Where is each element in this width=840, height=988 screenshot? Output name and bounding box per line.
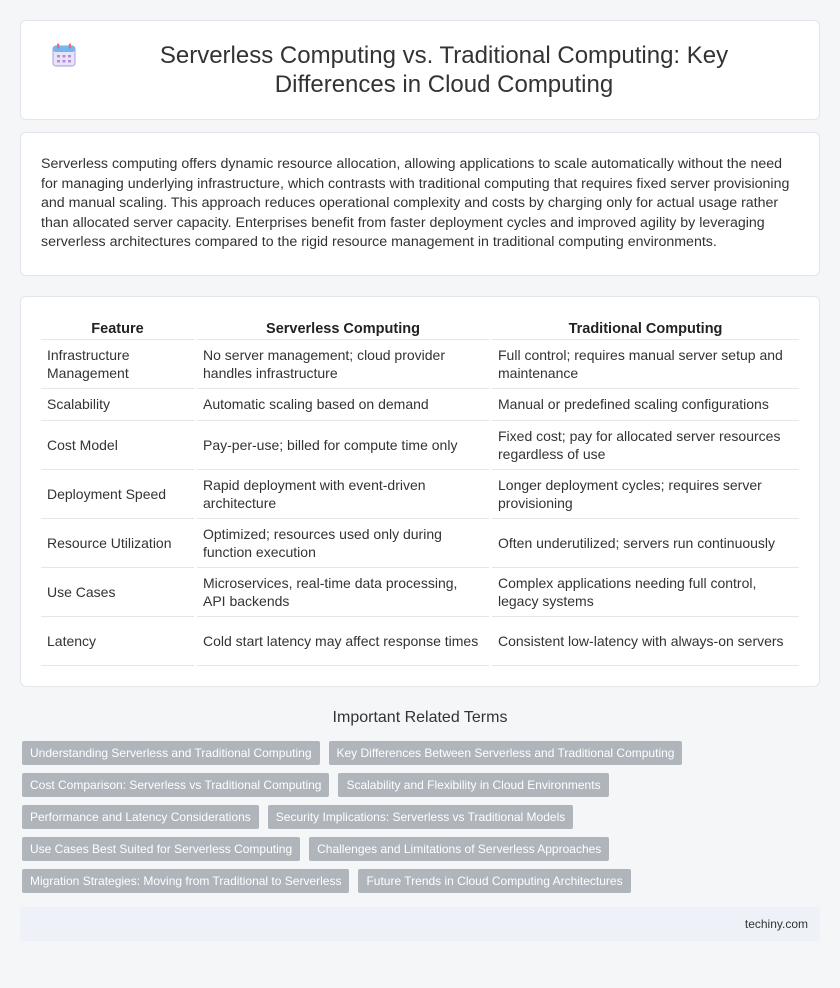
table-row	[41, 421, 799, 470]
page-title: Serverless Computing vs. Traditional Computing: Key Differences in Cloud Computing	[159, 42, 729, 98]
related-term-tag[interactable]: Migration Strategies: Moving from Traditional to Serverless	[22, 869, 349, 893]
comparison-table	[38, 317, 802, 666]
table-header-row	[41, 317, 799, 340]
traditional-cell: Full control; requires manual server setup and maintenance	[492, 340, 799, 389]
related-term-tag[interactable]: Future Trends in Cloud Computing Architectures	[358, 869, 630, 893]
feature-cell: Infrastructure Management	[41, 340, 194, 389]
column-header-feature: Feature	[41, 317, 194, 340]
related-term-tag[interactable]: Challenges and Limitations of Serverless Approaches	[309, 837, 609, 861]
related-terms-title: Important Related Terms	[332, 708, 508, 726]
traditional-cell: Longer deployment cycles; requires server provisioning	[492, 470, 799, 519]
serverless-cell: Automatic scaling based on demand	[197, 389, 489, 421]
related-terms-tags	[20, 741, 820, 893]
related-term-tag[interactable]: Performance and Latency Considerations	[22, 805, 259, 829]
column-header-serverless: Serverless Computing	[197, 317, 489, 340]
table-row	[41, 389, 799, 421]
serverless-cell: Microservices, real-time data processing, API backends	[197, 568, 489, 617]
serverless-cell: No server management; cloud provider handles infrastructure	[197, 340, 489, 389]
related-term-tag[interactable]: Scalability and Flexibility in Cloud Environments	[338, 773, 608, 797]
traditional-cell: Often underutilized; servers run continuously	[492, 519, 799, 568]
serverless-cell: Cold start latency may affect response times	[197, 617, 489, 666]
serverless-cell: Optimized; resources used only during function execution	[197, 519, 489, 568]
traditional-cell: Consistent low-latency with always-on servers	[492, 617, 799, 666]
feature-cell: Resource Utilization	[41, 519, 194, 568]
traditional-cell: Complex applications needing full control, legacy systems	[492, 568, 799, 617]
related-term-tag[interactable]: Security Implications: Serverless vs Traditional Models	[268, 805, 573, 829]
intro-paragraph: Serverless computing offers dynamic resource allocation, allowing applications to scale automatically without the need for managing underlying infrastructure, which contrasts with traditional computing that requires fixed server provisioning and manual scaling. This approach reduces operational complexity and costs by charging only for actual usage rather than allocated server capacity. Enterprises benefit from faster deployment cycles and improved agility by leveraging serverless architectures compared to the rigid resource management in traditional computing environments.	[41, 156, 790, 251]
header-card	[20, 20, 820, 120]
column-header-traditional: Traditional Computing	[492, 317, 799, 340]
table-row	[41, 340, 799, 389]
comparison-table-card	[20, 296, 820, 687]
calendar-icon	[51, 42, 77, 68]
related-term-tag[interactable]: Cost Comparison: Serverless vs Traditional Computing	[22, 773, 329, 797]
feature-cell: Cost Model	[41, 421, 194, 470]
serverless-cell: Pay-per-use; billed for compute time only	[197, 421, 489, 470]
feature-cell: Deployment Speed	[41, 470, 194, 519]
traditional-cell: Fixed cost; pay for allocated server resources regardless of use	[492, 421, 799, 470]
feature-cell: Scalability	[41, 389, 194, 421]
table-row	[41, 617, 799, 666]
related-term-tag[interactable]: Key Differences Between Serverless and Traditional Computing	[329, 741, 683, 765]
intro-card	[20, 132, 820, 276]
table-row	[41, 519, 799, 568]
related-term-tag[interactable]: Understanding Serverless and Traditional Computing	[22, 741, 320, 765]
related-term-tag[interactable]: Use Cases Best Suited for Serverless Computing	[22, 837, 300, 861]
feature-cell: Latency	[41, 617, 194, 666]
footer	[20, 907, 820, 941]
traditional-cell: Manual or predefined scaling configurations	[492, 389, 799, 421]
related-terms-section	[0, 709, 840, 893]
header	[51, 41, 789, 99]
table-row	[41, 470, 799, 519]
feature-cell: Use Cases	[41, 568, 194, 617]
table-row	[41, 568, 799, 617]
serverless-cell: Rapid deployment with event-driven architecture	[197, 470, 489, 519]
footer-site-name[interactable]: techiny.com	[744, 916, 808, 931]
